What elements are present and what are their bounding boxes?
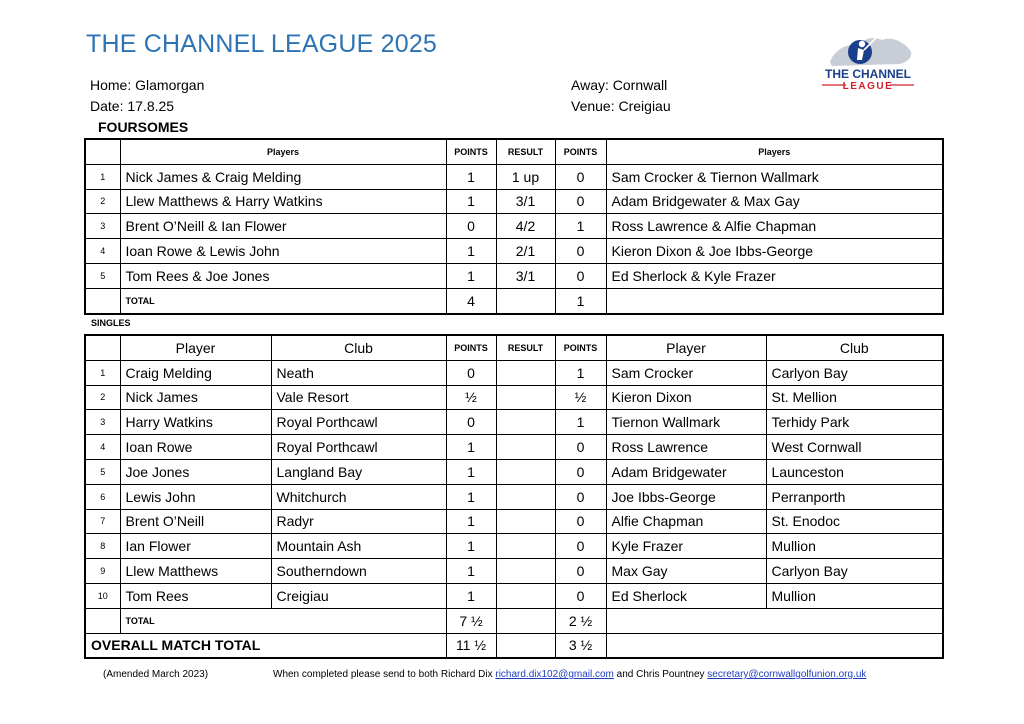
players-header-home: Players (120, 139, 446, 164)
player-header-away: Player (606, 335, 766, 360)
row-number-header (85, 335, 120, 360)
points-header-home: POINTS (446, 139, 496, 164)
away-pair: Ed Sherlock & Kyle Frazer (606, 263, 943, 288)
away-player: Joe Ibbs-George (606, 484, 766, 509)
singles-row (85, 583, 943, 608)
foursomes-table (84, 138, 944, 315)
away-player: Max Gay (606, 559, 766, 584)
home-player: Harry Watkins (120, 410, 271, 435)
row-number: 5 (85, 263, 120, 288)
singles-row (85, 385, 943, 410)
total-away-blank (606, 288, 943, 313)
away-points: 0 (555, 484, 606, 509)
away-points: 1 (555, 360, 606, 385)
match-result (496, 509, 555, 534)
away-player: Sam Crocker (606, 360, 766, 385)
home-player: Lewis John (120, 484, 271, 509)
home-club: Southerndown (271, 559, 446, 584)
away-team: Away: Cornwall (571, 77, 668, 93)
row-number: 2 (85, 385, 120, 410)
home-club: Mountain Ash (271, 534, 446, 559)
email-link-chris[interactable]: secretary@cornwallgolfunion.org.uk (707, 669, 867, 680)
row-number: 8 (85, 534, 120, 559)
away-points: 0 (555, 189, 606, 214)
row-number: 1 (85, 360, 120, 385)
away-player: Ed Sherlock (606, 583, 766, 608)
home-points: 1 (446, 164, 496, 189)
home-player: Brent O’Neill (120, 509, 271, 534)
overall-away-blank (606, 633, 943, 658)
singles-row (85, 459, 943, 484)
match-result: 3/1 (496, 263, 555, 288)
row-number: 3 (85, 410, 120, 435)
home-points: 1 (446, 509, 496, 534)
total-home-points: 4 (446, 288, 496, 313)
foursomes-header-row (85, 139, 943, 164)
match-result (496, 410, 555, 435)
foursomes-row (85, 239, 943, 264)
home-pair: Ioan Rowe & Lewis John (120, 239, 446, 264)
home-club: Neath (271, 360, 446, 385)
home-pair: Llew Matthews & Harry Watkins (120, 189, 446, 214)
singles-row (85, 484, 943, 509)
home-player: Llew Matthews (120, 559, 271, 584)
match-result (496, 484, 555, 509)
away-points: 0 (555, 435, 606, 460)
row-number: 9 (85, 559, 120, 584)
channel-league-logo (812, 24, 924, 98)
match-result (496, 534, 555, 559)
home-points: 1 (446, 583, 496, 608)
home-player: Joe Jones (120, 459, 271, 484)
home-player: Craig Melding (120, 360, 271, 385)
footer-text-1: When completed please send to both Richard Dix (273, 669, 493, 680)
home-player: Ian Flower (120, 534, 271, 559)
logo-line1: THE CHANNEL (825, 67, 911, 81)
away-points: 1 (555, 214, 606, 239)
total-away-points: 2 ½ (555, 608, 606, 633)
away-club: Carlyon Bay (766, 559, 943, 584)
match-result (496, 435, 555, 460)
row-number: 2 (85, 189, 120, 214)
away-player: Ross Lawrence (606, 435, 766, 460)
foursomes-row (85, 164, 943, 189)
result-header: RESULT (496, 139, 555, 164)
singles-label: SINGLES (91, 318, 131, 328)
home-points: 1 (446, 263, 496, 288)
away-player: Adam Bridgewater (606, 459, 766, 484)
foursomes-row (85, 189, 943, 214)
overall-label: OVERALL MATCH TOTAL (85, 633, 446, 658)
away-points: 1 (555, 410, 606, 435)
row-number-blank (85, 288, 120, 313)
away-player: Tiernon Wallmark (606, 410, 766, 435)
singles-row (85, 559, 943, 584)
row-number: 10 (85, 583, 120, 608)
match-result (496, 459, 555, 484)
overall-result-blank (496, 633, 555, 658)
home-points: 0 (446, 214, 496, 239)
row-number: 4 (85, 435, 120, 460)
away-club: Launceston (766, 459, 943, 484)
match-result (496, 360, 555, 385)
home-points: 1 (446, 239, 496, 264)
singles-table (84, 334, 944, 659)
match-date: Date: 17.8.25 (90, 98, 175, 114)
overall-home-points: 11 ½ (446, 633, 496, 658)
away-points: 0 (555, 534, 606, 559)
away-club: Perranporth (766, 484, 943, 509)
player-header-home: Player (120, 335, 271, 360)
points-header-home: POINTS (446, 335, 496, 360)
match-result: 3/1 (496, 189, 555, 214)
foursomes-row (85, 263, 943, 288)
home-pair: Brent O’Neill & Ian Flower (120, 214, 446, 239)
home-points: ½ (446, 385, 496, 410)
away-club: Carlyon Bay (766, 360, 943, 385)
home-pair: Tom Rees & Joe Jones (120, 263, 446, 288)
away-club: West Cornwall (766, 435, 943, 460)
away-club: Terhidy Park (766, 410, 943, 435)
total-home-points: 7 ½ (446, 608, 496, 633)
singles-row (85, 410, 943, 435)
away-points: 0 (555, 263, 606, 288)
home-points: 1 (446, 189, 496, 214)
singles-row (85, 360, 943, 385)
players-header-away: Players (606, 139, 943, 164)
home-club: Creigiau (271, 583, 446, 608)
club-header-away: Club (766, 335, 943, 360)
footer-instructions (273, 669, 866, 680)
singles-total-row (85, 608, 943, 633)
home-club: Whitchurch (271, 484, 446, 509)
total-label: TOTAL (120, 288, 446, 313)
email-link-richard[interactable]: richard.dix102@gmail.com (495, 669, 614, 680)
row-number: 6 (85, 484, 120, 509)
row-number-blank (85, 608, 120, 633)
home-points: 1 (446, 484, 496, 509)
away-club: St. Mellion (766, 385, 943, 410)
row-number: 5 (85, 459, 120, 484)
home-points: 1 (446, 534, 496, 559)
logo-line2: LEAGUE (842, 81, 894, 92)
away-club: Mullion (766, 534, 943, 559)
total-label: TOTAL (120, 608, 446, 633)
singles-row (85, 534, 943, 559)
row-number-header (85, 139, 120, 164)
home-points: 0 (446, 360, 496, 385)
home-player: Tom Rees (120, 583, 271, 608)
away-player: Kieron Dixon (606, 385, 766, 410)
home-points: 0 (446, 410, 496, 435)
result-header: RESULT (496, 335, 555, 360)
row-number: 3 (85, 214, 120, 239)
away-points: ½ (555, 385, 606, 410)
home-points: 1 (446, 459, 496, 484)
away-points: 0 (555, 164, 606, 189)
foursomes-total-row (85, 288, 943, 313)
home-club: Royal Porthcawl (271, 410, 446, 435)
home-club: Royal Porthcawl (271, 435, 446, 460)
away-club: St. Enodoc (766, 509, 943, 534)
match-result: 2/1 (496, 239, 555, 264)
singles-row (85, 435, 943, 460)
home-club: Radyr (271, 509, 446, 534)
overall-total-row (85, 633, 943, 658)
away-points: 0 (555, 583, 606, 608)
row-number: 1 (85, 164, 120, 189)
match-result (496, 583, 555, 608)
footer-text-2: and Chris Pountney (616, 669, 705, 680)
points-header-away: POINTS (555, 335, 606, 360)
away-player: Kyle Frazer (606, 534, 766, 559)
match-result: 4/2 (496, 214, 555, 239)
match-result (496, 385, 555, 410)
singles-header-row (85, 335, 943, 360)
away-pair: Sam Crocker & Tiernon Wallmark (606, 164, 943, 189)
away-points: 0 (555, 459, 606, 484)
home-club: Vale Resort (271, 385, 446, 410)
away-pair: Adam Bridgewater & Max Gay (606, 189, 943, 214)
total-result-blank (496, 288, 555, 313)
away-player: Alfie Chapman (606, 509, 766, 534)
points-header-away: POINTS (555, 139, 606, 164)
away-pair: Kieron Dixon & Joe Ibbs-George (606, 239, 943, 264)
home-club: Langland Bay (271, 459, 446, 484)
away-points: 0 (555, 559, 606, 584)
club-header-home: Club (271, 335, 446, 360)
total-result-blank (496, 608, 555, 633)
home-player: Nick James (120, 385, 271, 410)
home-pair: Nick James & Craig Melding (120, 164, 446, 189)
overall-away-points: 3 ½ (555, 633, 606, 658)
home-team: Home: Glamorgan (90, 77, 205, 93)
away-club: Mullion (766, 583, 943, 608)
away-points: 0 (555, 509, 606, 534)
venue: Venue: Creigiau (571, 98, 671, 114)
home-player: Ioan Rowe (120, 435, 271, 460)
foursomes-label: FOURSOMES (98, 119, 189, 135)
total-away-points: 1 (555, 288, 606, 313)
total-away-blank (606, 608, 943, 633)
foursomes-row (85, 214, 943, 239)
away-pair: Ross Lawrence & Alfie Chapman (606, 214, 943, 239)
match-result (496, 559, 555, 584)
page-title: THE CHANNEL LEAGUE 2025 (86, 30, 438, 58)
row-number: 7 (85, 509, 120, 534)
match-result: 1 up (496, 164, 555, 189)
row-number: 4 (85, 239, 120, 264)
amended-note: (Amended March 2023) (103, 669, 209, 680)
home-points: 1 (446, 435, 496, 460)
away-points: 0 (555, 239, 606, 264)
singles-row (85, 509, 943, 534)
home-points: 1 (446, 559, 496, 584)
